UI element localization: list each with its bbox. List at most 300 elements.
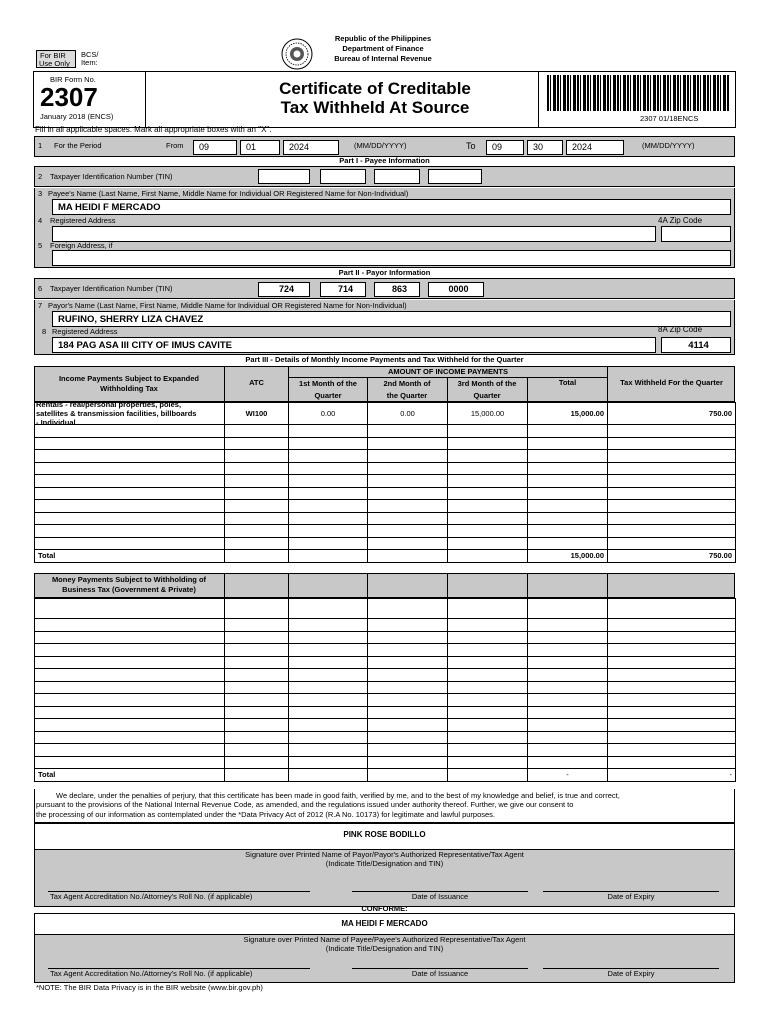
cell[interactable] bbox=[448, 669, 528, 682]
payor-issuance-label: Date of Issuance bbox=[411, 892, 469, 901]
cell[interactable] bbox=[225, 619, 289, 632]
footer-note: *NOTE: The BIR Data Privacy is in the BIR website (www.bir.gov.ph) bbox=[36, 983, 263, 992]
cell[interactable] bbox=[528, 619, 608, 632]
cell[interactable] bbox=[528, 706, 608, 719]
cell[interactable] bbox=[368, 706, 448, 719]
payor-addr-field[interactable]: 184 PAG ASA III CITY OF IMUS CAVITE bbox=[52, 337, 656, 353]
cell[interactable] bbox=[448, 462, 528, 475]
payor-tin-field-3[interactable]: 863 bbox=[374, 282, 420, 297]
cell[interactable] bbox=[528, 744, 608, 757]
payor-name-label: Payor's Name (Last Name, First Name, Middle Name for Individual OR Registered Name for Non-Individual) bbox=[48, 301, 407, 310]
to-format: (MM/DD/YYYY) bbox=[642, 141, 695, 150]
cell[interactable] bbox=[528, 669, 608, 682]
cell[interactable] bbox=[35, 525, 225, 538]
cell[interactable] bbox=[528, 512, 608, 525]
table-row bbox=[35, 731, 736, 744]
payor-zip-field[interactable]: 4114 bbox=[661, 337, 731, 353]
cell[interactable] bbox=[225, 756, 289, 769]
cell[interactable] bbox=[608, 756, 736, 769]
cell[interactable] bbox=[225, 706, 289, 719]
cell[interactable] bbox=[448, 537, 528, 550]
for-bir-box bbox=[36, 50, 76, 68]
total-row bbox=[35, 550, 736, 563]
table-row bbox=[35, 403, 736, 425]
cell[interactable]: Total bbox=[35, 769, 225, 782]
cell[interactable] bbox=[448, 719, 528, 732]
cell[interactable]: 15,000.00 bbox=[528, 550, 608, 563]
cell[interactable] bbox=[225, 450, 289, 463]
cell[interactable] bbox=[448, 437, 528, 450]
cell[interactable] bbox=[368, 644, 448, 657]
cell[interactable] bbox=[35, 756, 225, 769]
cell[interactable] bbox=[368, 425, 448, 438]
to-year-field[interactable]: 2024 bbox=[566, 140, 624, 155]
payee-name-num: 3 bbox=[38, 189, 43, 198]
cell[interactable] bbox=[448, 769, 528, 782]
table-row bbox=[35, 437, 736, 450]
table-row bbox=[35, 694, 736, 707]
col-tax-header: Tax Withheld For the Quarter bbox=[620, 378, 723, 387]
cell[interactable] bbox=[289, 744, 368, 757]
cell[interactable] bbox=[448, 656, 528, 669]
cell[interactable]: 15,000.00 bbox=[528, 403, 608, 425]
cell[interactable] bbox=[448, 450, 528, 463]
cell[interactable] bbox=[225, 525, 289, 538]
cell[interactable] bbox=[225, 719, 289, 732]
cell[interactable] bbox=[608, 462, 736, 475]
cell[interactable] bbox=[608, 425, 736, 438]
to-day-field[interactable]: 30 bbox=[527, 140, 563, 155]
cell[interactable] bbox=[368, 756, 448, 769]
cell[interactable] bbox=[225, 512, 289, 525]
cell[interactable] bbox=[225, 669, 289, 682]
cell[interactable] bbox=[289, 769, 368, 782]
cell[interactable] bbox=[225, 681, 289, 694]
table-row bbox=[35, 744, 736, 757]
income-table bbox=[34, 402, 736, 563]
cell[interactable] bbox=[608, 475, 736, 488]
conforme-caption-1: Signature over Printed Name of Payee/Payee's Authorized Representative/Tax Agent bbox=[243, 935, 526, 944]
cell[interactable] bbox=[368, 599, 448, 619]
payor-addr-label: Registered Address bbox=[52, 327, 118, 336]
cell[interactable] bbox=[225, 656, 289, 669]
row1-desc-line1: Rentals - real/personal properties, poles, bbox=[36, 400, 182, 409]
cell[interactable] bbox=[225, 487, 289, 500]
cell[interactable] bbox=[289, 425, 368, 438]
cell[interactable] bbox=[225, 744, 289, 757]
cell[interactable] bbox=[289, 719, 368, 732]
cell[interactable] bbox=[368, 631, 448, 644]
table-row bbox=[35, 462, 736, 475]
table-row bbox=[35, 619, 736, 632]
payee-foreign-field[interactable] bbox=[52, 250, 731, 266]
form-title-2: Tax Withheld At Source bbox=[280, 98, 470, 117]
cell[interactable] bbox=[289, 550, 368, 563]
cell[interactable]: 0.00 bbox=[289, 403, 368, 425]
conforme-sign-name: MA HEIDI F MERCADO bbox=[341, 919, 428, 928]
conforme-issuance-label: Date of Issuance bbox=[411, 969, 469, 978]
cell[interactable]: WI100 bbox=[225, 403, 289, 425]
cell[interactable]: 750.00 bbox=[608, 403, 736, 425]
cell[interactable] bbox=[528, 425, 608, 438]
cell[interactable] bbox=[528, 731, 608, 744]
payee-tin-field-2[interactable] bbox=[320, 169, 366, 184]
cell[interactable] bbox=[225, 425, 289, 438]
cell[interactable] bbox=[35, 731, 225, 744]
cell[interactable] bbox=[368, 550, 448, 563]
cell[interactable] bbox=[368, 669, 448, 682]
cell[interactable] bbox=[608, 619, 736, 632]
total-row bbox=[35, 769, 736, 782]
table-row bbox=[35, 599, 736, 619]
cell[interactable] bbox=[368, 694, 448, 707]
barcode-icon bbox=[547, 75, 729, 111]
from-day-field[interactable]: 01 bbox=[240, 140, 280, 155]
table-row bbox=[35, 756, 736, 769]
instruction-text: Fill in all applicable spaces. Mark all appropriate boxes with an "X". bbox=[35, 125, 272, 134]
cell[interactable] bbox=[448, 487, 528, 500]
cell[interactable] bbox=[528, 525, 608, 538]
cell[interactable] bbox=[608, 669, 736, 682]
cell[interactable] bbox=[35, 475, 225, 488]
bir-seal-icon bbox=[281, 38, 313, 70]
conforme-title: CONFORME: bbox=[361, 904, 408, 913]
cell[interactable]: Total bbox=[35, 550, 225, 563]
form-number: 2307 bbox=[40, 82, 98, 112]
for-bir-label: For BIR bbox=[40, 51, 66, 60]
conforme-expiry-label: Date of Expiry bbox=[607, 969, 655, 978]
conforme-caption-2: (Indicate Title/Designation and TIN) bbox=[325, 944, 444, 953]
cell[interactable] bbox=[35, 681, 225, 694]
payee-name-label: Payee's Name (Last Name, First Name, Middle Name for Individual OR Registered Name for Non-Individual) bbox=[48, 189, 409, 198]
table-row bbox=[35, 425, 736, 438]
cell[interactable] bbox=[368, 619, 448, 632]
cell[interactable] bbox=[289, 656, 368, 669]
agency-block bbox=[318, 34, 448, 64]
payor-tin-label: Taxpayer Identification Number (TIN) bbox=[50, 284, 173, 293]
cell[interactable] bbox=[528, 450, 608, 463]
payor-name-num: 7 bbox=[38, 301, 43, 310]
cell[interactable] bbox=[289, 537, 368, 550]
payor-addr-num: 8 bbox=[42, 327, 47, 336]
payee-tin-num: 2 bbox=[38, 172, 43, 181]
cell[interactable] bbox=[528, 500, 608, 513]
cell[interactable] bbox=[368, 656, 448, 669]
cell[interactable] bbox=[528, 487, 608, 500]
cell[interactable] bbox=[608, 644, 736, 657]
payee-tin-label: Taxpayer Identification Number (TIN) bbox=[50, 172, 173, 181]
cell[interactable] bbox=[448, 706, 528, 719]
cell[interactable] bbox=[289, 599, 368, 619]
cell[interactable] bbox=[35, 450, 225, 463]
payor-zip-label: 8A Zip Code bbox=[658, 325, 703, 334]
cell[interactable] bbox=[289, 462, 368, 475]
cell[interactable] bbox=[225, 550, 289, 563]
form-date: January 2018 (ENCS) bbox=[40, 112, 114, 121]
part1-title: Part I - Payee Information bbox=[339, 156, 430, 165]
cell[interactable] bbox=[448, 681, 528, 694]
cell[interactable] bbox=[35, 669, 225, 682]
cell[interactable] bbox=[608, 437, 736, 450]
table-row bbox=[35, 719, 736, 732]
cell[interactable] bbox=[368, 537, 448, 550]
cell[interactable] bbox=[368, 487, 448, 500]
col-income-header: Income Payments Subject to Expanded Withholding Tax bbox=[58, 374, 200, 393]
cell[interactable]: - bbox=[528, 769, 608, 782]
cell[interactable] bbox=[608, 706, 736, 719]
period-num: 1 bbox=[38, 141, 43, 150]
cell[interactable] bbox=[528, 681, 608, 694]
cell[interactable] bbox=[448, 550, 528, 563]
item-label: Item: bbox=[81, 58, 98, 67]
cell[interactable] bbox=[35, 500, 225, 513]
payee-addr-label: Registered Address bbox=[50, 216, 116, 225]
cell[interactable] bbox=[289, 631, 368, 644]
cell[interactable] bbox=[289, 694, 368, 707]
payor-name-field[interactable]: RUFINO, SHERRY LIZA CHAVEZ bbox=[52, 311, 731, 327]
cell[interactable] bbox=[608, 525, 736, 538]
table-row bbox=[35, 475, 736, 488]
bureau-text: Bureau of Internal Revenue bbox=[334, 54, 432, 63]
cell[interactable] bbox=[368, 462, 448, 475]
row1-desc-line3: - Individual bbox=[36, 418, 76, 424]
cell[interactable] bbox=[368, 681, 448, 694]
cell[interactable] bbox=[528, 756, 608, 769]
cell[interactable] bbox=[289, 475, 368, 488]
money-div-6 bbox=[607, 573, 608, 598]
cell[interactable] bbox=[528, 719, 608, 732]
cell[interactable] bbox=[448, 756, 528, 769]
cell[interactable] bbox=[35, 744, 225, 757]
col-amount-header: AMOUNT OF INCOME PAYMENTS bbox=[387, 367, 508, 376]
cell[interactable] bbox=[368, 731, 448, 744]
cell[interactable]: 750.00 bbox=[608, 550, 736, 563]
cell[interactable] bbox=[289, 706, 368, 719]
cell[interactable] bbox=[608, 537, 736, 550]
cell[interactable] bbox=[35, 512, 225, 525]
cell[interactable] bbox=[528, 656, 608, 669]
part2-title: Part II - Payor Information bbox=[338, 268, 431, 277]
cell[interactable] bbox=[289, 450, 368, 463]
cell[interactable] bbox=[35, 487, 225, 500]
payor-caption-1: Signature over Printed Name of Payor/Payor's Authorized Representative/Tax Agent bbox=[245, 850, 524, 859]
cell[interactable] bbox=[448, 619, 528, 632]
cell[interactable]: 0.00 bbox=[368, 403, 448, 425]
payee-foreign-num: 5 bbox=[38, 241, 43, 250]
cell[interactable] bbox=[608, 681, 736, 694]
payor-accred-label: Tax Agent Accreditation No./Attorney's Roll No. (if applicable) bbox=[50, 892, 253, 901]
cell[interactable] bbox=[289, 644, 368, 657]
cell[interactable] bbox=[225, 537, 289, 550]
cell[interactable] bbox=[225, 462, 289, 475]
cell[interactable] bbox=[528, 475, 608, 488]
cell[interactable] bbox=[368, 475, 448, 488]
cell[interactable] bbox=[289, 487, 368, 500]
cell[interactable]: - bbox=[608, 769, 736, 782]
form-no-label: BIR Form No. bbox=[50, 75, 96, 84]
cell[interactable] bbox=[448, 475, 528, 488]
cell[interactable] bbox=[368, 450, 448, 463]
cell[interactable] bbox=[368, 525, 448, 538]
payor-tin-field-2[interactable]: 714 bbox=[320, 282, 366, 297]
table-row bbox=[35, 487, 736, 500]
payor-tin-field-1[interactable]: 724 bbox=[258, 282, 310, 297]
period-label: For the Period bbox=[54, 141, 102, 150]
col-m3-header: 3rd Month of the Quarter bbox=[457, 379, 517, 400]
table-row bbox=[35, 681, 736, 694]
money-div-2 bbox=[288, 573, 289, 598]
payee-tin-field-4[interactable] bbox=[428, 169, 482, 184]
cell[interactable] bbox=[225, 644, 289, 657]
cell[interactable]: 15,000.00 bbox=[448, 403, 528, 425]
from-label: From bbox=[166, 141, 184, 150]
declaration-line-2: pursuant to the provisions of the National Internal Revenue Code, as amended, and the regulations issued under authority thereof. Further, we give our consent to bbox=[36, 800, 574, 809]
cell[interactable] bbox=[368, 719, 448, 732]
cell[interactable] bbox=[368, 437, 448, 450]
declaration-line-1: We declare, under the penalties of perjury, that this certificate has been made in good faith, verified by me, and to the best of my knowledge and belief, is true and correct, bbox=[56, 791, 620, 800]
cell[interactable] bbox=[289, 669, 368, 682]
money-table bbox=[34, 598, 736, 782]
cell[interactable] bbox=[289, 437, 368, 450]
from-year-field[interactable]: 2024 bbox=[283, 140, 339, 155]
cell[interactable] bbox=[608, 731, 736, 744]
cell[interactable] bbox=[35, 644, 225, 657]
cell[interactable] bbox=[528, 437, 608, 450]
to-label: To bbox=[466, 141, 476, 151]
cell[interactable] bbox=[35, 719, 225, 732]
cell[interactable] bbox=[528, 694, 608, 707]
payor-expiry-label: Date of Expiry bbox=[607, 892, 655, 901]
cell[interactable] bbox=[289, 756, 368, 769]
republic-text: Republic of the Philippines bbox=[334, 34, 432, 43]
cell[interactable] bbox=[448, 644, 528, 657]
form-code: 2307 01/18ENCS bbox=[640, 114, 699, 123]
cell[interactable] bbox=[35, 462, 225, 475]
form-title-1: Certificate of Creditable bbox=[279, 79, 471, 98]
cell[interactable] bbox=[448, 631, 528, 644]
cell[interactable] bbox=[368, 512, 448, 525]
cell[interactable] bbox=[448, 744, 528, 757]
table-row bbox=[35, 500, 736, 513]
cell[interactable] bbox=[35, 537, 225, 550]
cell[interactable] bbox=[368, 744, 448, 757]
money-div-1 bbox=[224, 573, 225, 598]
cell[interactable] bbox=[225, 731, 289, 744]
to-month-field[interactable]: 09 bbox=[486, 140, 524, 155]
cell[interactable] bbox=[528, 631, 608, 644]
cell[interactable] bbox=[289, 619, 368, 632]
part3-title: Part III - Details of Monthly Income Payments and Tax Withheld for the Quarter bbox=[245, 355, 524, 364]
cell[interactable] bbox=[225, 475, 289, 488]
bcs-label: BCS/ bbox=[81, 50, 99, 59]
payor-tin-field-4[interactable]: 0000 bbox=[428, 282, 484, 297]
money-label: Money Payments Subject to Withholding of Business Tax (Government & Private) bbox=[51, 575, 207, 594]
cell[interactable] bbox=[448, 512, 528, 525]
row1-desc-line2: satellites & transmission facilities, billboards bbox=[36, 409, 197, 418]
money-div-3 bbox=[367, 573, 368, 598]
cell[interactable] bbox=[289, 525, 368, 538]
cell[interactable] bbox=[608, 719, 736, 732]
col-m1-header: 1st Month of the Quarter bbox=[299, 379, 357, 400]
cell[interactable] bbox=[289, 681, 368, 694]
cell[interactable] bbox=[225, 631, 289, 644]
col-atc-header: ATC bbox=[249, 378, 264, 387]
table-row bbox=[35, 656, 736, 669]
payee-addr-field[interactable] bbox=[52, 226, 656, 242]
cell[interactable] bbox=[448, 525, 528, 538]
cell[interactable] bbox=[225, 599, 289, 619]
payee-zip-label: 4A Zip Code bbox=[658, 216, 703, 225]
cell[interactable] bbox=[448, 731, 528, 744]
cell[interactable] bbox=[35, 437, 225, 450]
payee-tin-field-1[interactable] bbox=[258, 169, 310, 184]
money-div-4 bbox=[447, 573, 448, 598]
cell[interactable] bbox=[528, 462, 608, 475]
payee-tin-field-3[interactable] bbox=[374, 169, 420, 184]
conforme-accred-label: Tax Agent Accreditation No./Attorney's Roll No. (if applicable) bbox=[50, 969, 253, 978]
payor-sign-name: PINK ROSE BODILLO bbox=[343, 830, 426, 839]
cell[interactable] bbox=[528, 537, 608, 550]
cell[interactable] bbox=[608, 744, 736, 757]
cell[interactable] bbox=[225, 769, 289, 782]
cell[interactable] bbox=[35, 656, 225, 669]
cell[interactable] bbox=[35, 694, 225, 707]
department-text: Department of Finance bbox=[342, 44, 424, 53]
cell[interactable] bbox=[35, 425, 225, 438]
use-only-label: Use Only bbox=[39, 59, 70, 68]
payee-addr-num: 4 bbox=[38, 216, 43, 225]
cell[interactable] bbox=[368, 500, 448, 513]
cell[interactable] bbox=[608, 599, 736, 619]
table-row bbox=[35, 525, 736, 538]
cell[interactable] bbox=[225, 694, 289, 707]
cell[interactable] bbox=[608, 656, 736, 669]
cell[interactable] bbox=[448, 599, 528, 619]
payor-caption-2: (Indicate Title/Designation and TIN) bbox=[325, 859, 444, 868]
cell[interactable] bbox=[225, 437, 289, 450]
cell[interactable] bbox=[608, 694, 736, 707]
cell[interactable] bbox=[608, 500, 736, 513]
col-total-header: Total bbox=[558, 378, 577, 387]
cell[interactable] bbox=[528, 644, 608, 657]
cell[interactable] bbox=[35, 619, 225, 632]
col-m2-header: 2nd Month of the Quarter bbox=[383, 379, 431, 400]
cell[interactable] bbox=[608, 450, 736, 463]
payee-name-field[interactable]: MA HEIDI F MERCADO bbox=[52, 199, 731, 215]
cell[interactable] bbox=[289, 731, 368, 744]
payee-zip-field[interactable] bbox=[661, 226, 731, 242]
cell[interactable] bbox=[608, 512, 736, 525]
table-row bbox=[35, 537, 736, 550]
cell[interactable] bbox=[448, 694, 528, 707]
cell[interactable] bbox=[368, 769, 448, 782]
from-month-field[interactable]: 09 bbox=[193, 140, 237, 155]
cell[interactable] bbox=[35, 599, 225, 619]
cell[interactable] bbox=[448, 500, 528, 513]
hdr-div-4 bbox=[447, 377, 448, 402]
cell[interactable] bbox=[448, 425, 528, 438]
cell[interactable] bbox=[35, 631, 225, 644]
cell[interactable] bbox=[289, 512, 368, 525]
cell[interactable] bbox=[35, 706, 225, 719]
cell[interactable] bbox=[528, 599, 608, 619]
cell[interactable] bbox=[608, 631, 736, 644]
from-format: (MM/DD/YYYY) bbox=[354, 141, 407, 150]
cell[interactable] bbox=[35, 403, 225, 425]
cell[interactable] bbox=[608, 487, 736, 500]
cell[interactable] bbox=[289, 500, 368, 513]
cell[interactable] bbox=[225, 500, 289, 513]
